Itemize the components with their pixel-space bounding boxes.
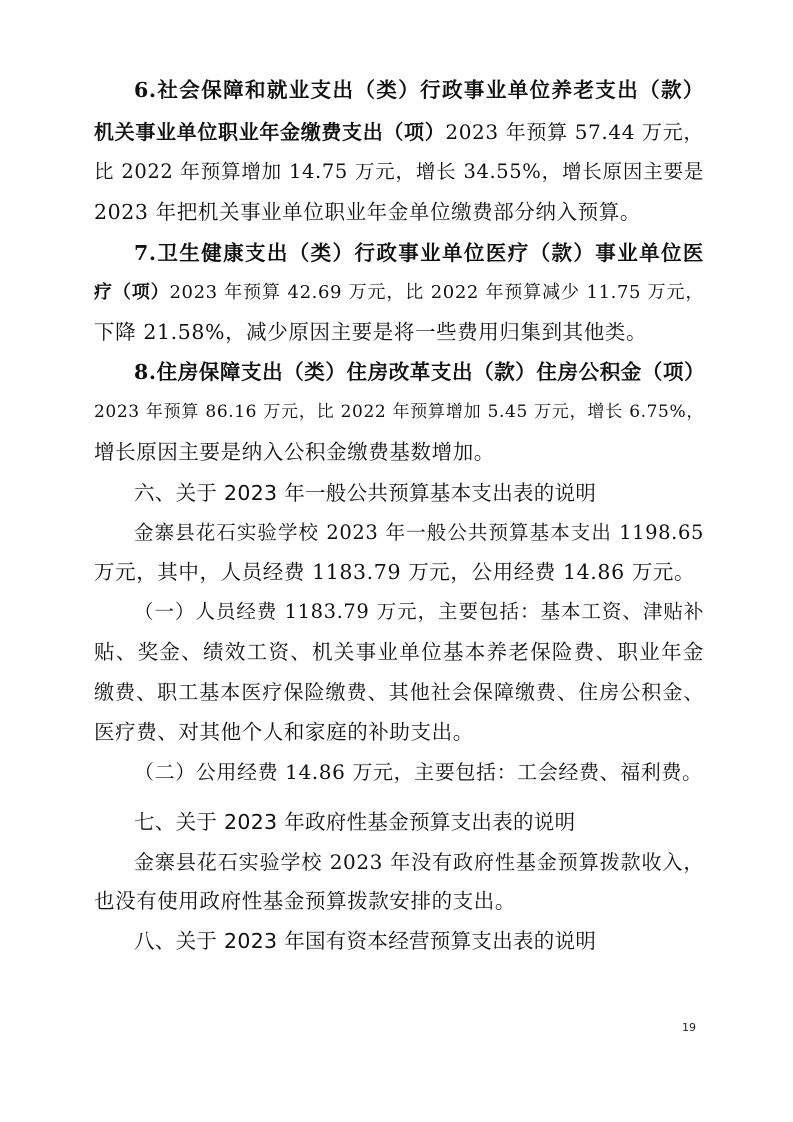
section6-sub1-line3: 缴费、职工基本医疗保险缴费、其他社会保障缴费、住房公积金、 — [94, 680, 704, 704]
section6-sub1-line1: （一）人员经费 1183.79 万元，主要包括：基本工资、津贴补 — [134, 600, 704, 623]
section6-line1: 金寨县花石实验学校 2023 年一般公共预算基本支出 1198.65 — [134, 521, 704, 544]
p7-title-bold: 疗（项） — [94, 282, 170, 303]
section6-sub1-line4: 医疗费、对其他个人和家庭的补助支出。 — [94, 720, 474, 744]
section6-heading: 六、关于 2023 年一般公共预算基本支出表的说明 — [134, 481, 597, 505]
p7-title-line1: 7.卫生健康支出（类）行政事业单位医疗（款）事业单位医 — [134, 241, 704, 265]
p6-line2 — [94, 118, 704, 146]
page-number: 19 — [682, 1021, 696, 1034]
p8-line2: 2023 年预算 86.16 万元，比 2022 年预算增加 5.45 万元，增长 6.75%， — [94, 402, 704, 422]
section7-heading: 七、关于 2023 年政府性基金预算支出表的说明 — [134, 810, 576, 834]
p7-line3: 下降 21.58%，减少原因主要是将一些费用归集到其他类。 — [94, 320, 648, 344]
p6-text: 2023 年预算 57.44 万元， — [445, 120, 704, 144]
section8-heading: 八、关于 2023 年国有资本经营预算支出表的说明 — [134, 929, 597, 953]
p7-line2 — [94, 279, 704, 307]
p6-line3: 比 2022 年预算增加 14.75 万元，增长 34.55%，增长原因主要是 — [94, 160, 704, 183]
p6-line4: 2023 年把机关事业单位职业年金单位缴费部分纳入预算。 — [94, 200, 641, 224]
p8-line3: 增长原因主要是纳入公积金缴费基数增加。 — [94, 440, 495, 464]
section7-line1: 金寨县花石实验学校 2023 年没有政府性基金预算拨款收入， — [134, 850, 704, 874]
section7-line2: 也没有使用政府性基金预算拨款安排的支出。 — [94, 889, 516, 913]
p8-title: 8.住房保障支出（类）住房改革支出（款）住房公积金（项） — [134, 360, 706, 384]
section6-line2: 万元，其中，人员经费 1183.79 万元，公用经费 14.86 万元。 — [94, 560, 696, 584]
p6-title-line1: 6.社会保障和就业支出（类）行政事业单位养老支出（款） — [134, 78, 704, 102]
section6-sub2-line1: （二）公用经费 14.86 万元，主要包括：工会经费、福利费。 — [134, 760, 703, 784]
p7-text: 2023 年预算 42.69 万元，比 2022 年预算减少 11.75 万元， — [169, 282, 704, 303]
p6-title-bold: 机关事业单位职业年金缴费支出（项） — [94, 120, 446, 144]
section6-sub1-line2: 贴、奖金、绩效工资、机关事业单位基本养老保险费、职业年金 — [94, 640, 704, 664]
